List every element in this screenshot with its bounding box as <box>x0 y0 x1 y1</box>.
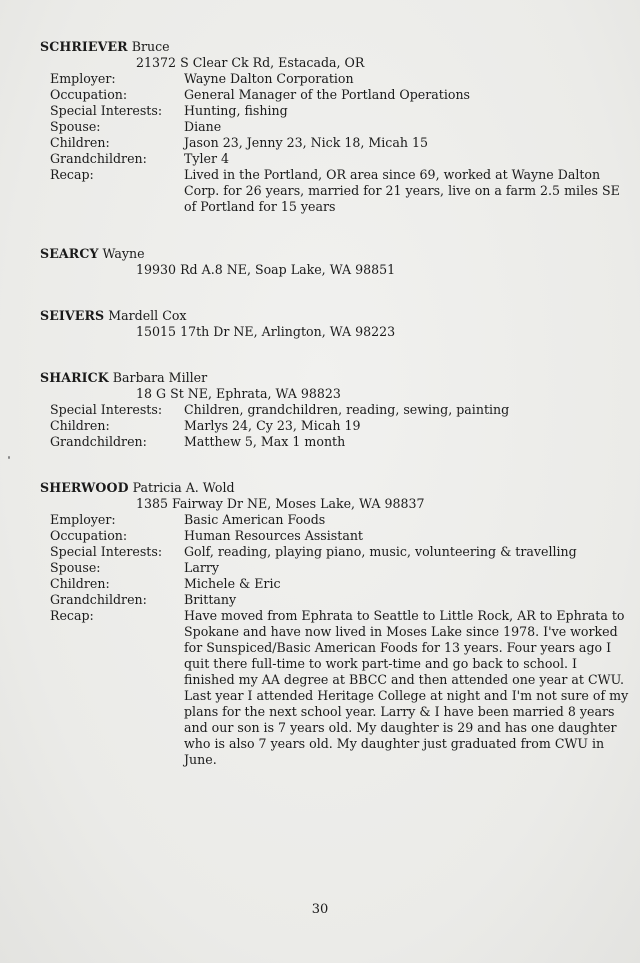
field-label: Children: <box>50 418 110 433</box>
field-value: Brittany <box>184 592 237 607</box>
field-row <box>40 402 630 418</box>
field-label: Special Interests: <box>50 402 163 417</box>
field-row <box>40 544 630 560</box>
field-row <box>40 560 630 576</box>
address: 1385 Fairway Dr NE, Moses Lake, WA 98837 <box>136 496 425 511</box>
field-label: Spouse: <box>50 119 101 134</box>
field-value: Diane <box>184 119 222 134</box>
field-label: Special Interests: <box>50 103 163 118</box>
field-row <box>40 151 630 167</box>
field-row <box>40 103 630 119</box>
directory-entry <box>40 308 630 340</box>
field-row <box>40 87 630 103</box>
surname: SHARICK <box>40 370 109 385</box>
field-row <box>40 576 630 592</box>
field-label: Special Interests: <box>50 544 163 559</box>
surname: SEIVERS <box>40 308 105 323</box>
field-row <box>40 512 630 528</box>
given-name: Patricia A. Wold <box>132 480 235 495</box>
field-label: Recap: <box>50 608 94 623</box>
field-label: Occupation: <box>50 87 128 102</box>
field-value: Have moved from Ephrata to Seattle to Little Rock, AR to Ephrata to Spokane and have now lived in Moses Lake since 1978. I've worked for Sunspiced/Basic American Foods for 13 years. Four years ago I quit there full-time to work part-time and go back to school. I finished my AA degree at BBCC and then attended one year at CWU. Last year I attended Heritage College at night and I'm not sure of my plans for the next school year. Larry & I have been married 8 years and our son is 7 years old. My daughter is 29 and has one daughter who is also 7 years old. My daughter just graduated from CWU in June. <box>184 608 629 767</box>
field-label: Employer: <box>50 512 116 527</box>
field-label: Children: <box>50 135 110 150</box>
field-value: General Manager of the Portland Operations <box>184 87 471 102</box>
field-row <box>40 135 630 151</box>
field-value: Children, grandchildren, reading, sewing, painting <box>184 402 510 417</box>
field-value: Hunting, fishing <box>184 103 288 118</box>
directory-entry <box>40 39 630 215</box>
field-value: Human Resources Assistant <box>184 528 363 543</box>
field-value: Larry <box>184 560 220 575</box>
field-value: Golf, reading, playing piano, music, volunteering & travelling <box>184 544 577 559</box>
field-value: Wayne Dalton Corporation <box>184 71 354 86</box>
field-value: Basic American Foods <box>184 512 326 527</box>
surname: SCHRIEVER <box>40 39 128 54</box>
given-name: Mardell Cox <box>108 308 187 323</box>
given-name: Barbara Miller <box>112 370 208 385</box>
field-value: Matthew 5, Max 1 month <box>184 434 346 449</box>
directory-entry <box>40 246 630 278</box>
field-row <box>40 418 630 434</box>
field-row <box>40 167 630 215</box>
field-value: Tyler 4 <box>184 151 230 166</box>
field-label: Grandchildren: <box>50 434 147 449</box>
field-row <box>40 608 630 768</box>
given-name: Bruce <box>131 39 170 54</box>
directory-entry <box>40 370 630 450</box>
surname: SHERWOOD <box>40 480 129 495</box>
address: 21372 S Clear Ck Rd, Estacada, OR <box>136 55 365 70</box>
field-label: Grandchildren: <box>50 151 147 166</box>
surname: SEARCY <box>40 246 99 261</box>
address: 18 G St NE, Ephrata, WA 98823 <box>136 386 341 401</box>
field-row <box>40 528 630 544</box>
field-label: Spouse: <box>50 560 101 575</box>
field-row <box>40 592 630 608</box>
directory-entry <box>40 480 630 768</box>
field-label: Grandchildren: <box>50 592 147 607</box>
field-row <box>40 434 630 450</box>
address: 15015 17th Dr NE, Arlington, WA 98223 <box>136 324 396 339</box>
entry-name <box>40 39 630 55</box>
field-label: Children: <box>50 576 110 591</box>
page-number: 30 <box>311 902 329 917</box>
entry-name <box>40 308 630 324</box>
field-value: Marlys 24, Cy 23, Micah 19 <box>184 418 361 433</box>
field-row <box>40 119 630 135</box>
given-name: Wayne <box>102 246 145 261</box>
field-label: Recap: <box>50 167 94 182</box>
entry-name <box>40 370 630 386</box>
field-label: Employer: <box>50 71 116 86</box>
paper-speck <box>8 456 10 459</box>
entry-name <box>40 246 630 262</box>
field-value: Michele & Eric <box>184 576 281 591</box>
address: 19930 Rd A.8 NE, Soap Lake, WA 98851 <box>136 262 396 277</box>
field-value: Jason 23, Jenny 23, Nick 18, Micah 15 <box>184 135 429 150</box>
entry-name <box>40 480 630 496</box>
field-value: Lived in the Portland, OR area since 69, worked at Wayne Dalton Corp. for 26 years, married for 21 years, live on a farm 2.5 miles SE of Portland for 15 years <box>184 167 620 214</box>
field-label: Occupation: <box>50 528 128 543</box>
field-row <box>40 71 630 87</box>
